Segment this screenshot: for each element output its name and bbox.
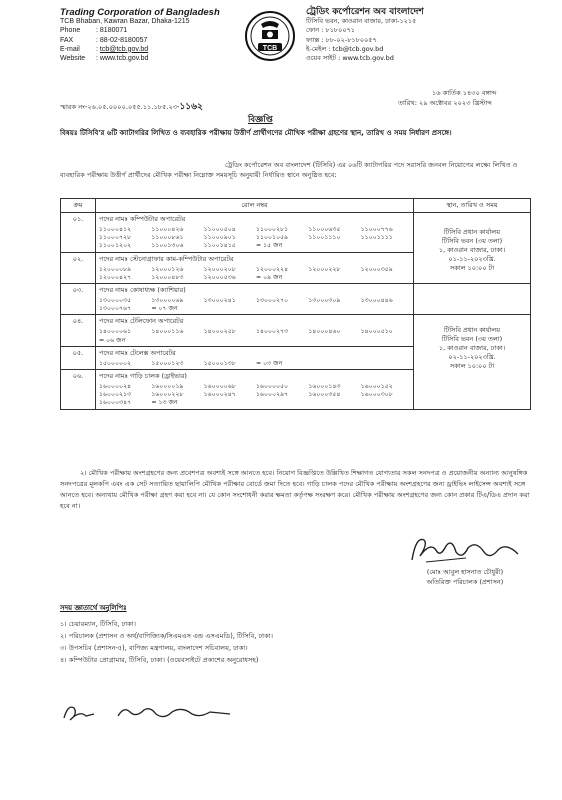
roll-number: ১৪০০০১১৬ [151, 328, 184, 336]
roll-number: ১১০০০৭৭৬ [360, 226, 393, 233]
roll-number: ১৫০০০১৩৮ [203, 359, 236, 367]
roll-number: ১১০০০৭২৮ [99, 234, 132, 242]
roll-number: ১৩০০০২৭০ [255, 297, 289, 305]
roll-number: = ০৬ জন [99, 336, 126, 344]
post-name: পদের নামঃ গাড়ি চালক (ড্রাইভার) [99, 372, 187, 381]
roll-number: ১১০০০৯০১ [203, 234, 236, 242]
cc-item: ৪। কম্পিউটার প্রোগ্রামার, টিসিবি, ঢাকা। (ওয়েবসাইটে প্রকাশের অনুরোধসহ) [60, 656, 259, 664]
roll-number: ১১০০০৫০৪ [203, 226, 236, 233]
website-sep: : [96, 55, 98, 63]
website-row-en [60, 54, 250, 63]
fax-value: 88-02-8180057 [99, 36, 148, 44]
roll-number: = ০৩ জন [255, 359, 283, 367]
roll-list [99, 297, 410, 313]
roll-number: = ১৩ জন [151, 399, 178, 407]
roll-number: ১২০০০১২৬ [151, 265, 184, 273]
instructions-paragraph: ২। মৌখিক পরীক্ষায় অংশগ্রহণের জন্য প্রবেশপত্র অবশ্যই সঙ্গে আনতে হবে। নিয়োগ বিজ্ঞপ্তিতে উল্লিখিত শিক্ষাগত যোগ্যতার সকল সনদপত্র ও প্রয়োজনীয় অন্যান্য আনুষঙ্গিক সনদপত্রের মূলকপি এবং এক সেট সত্যায়িত ছায়ালিপি মৌখিক পরীক্ষার বোর্ডে জমা দিতে হবে। গাড়ি চালক পদের মৌখিক পরীক্ষায় অংশগ্রহণের জন্য ড্রাইভিং লাইসেন্স অবশ্যই সঙ্গে আনতে হবে। অন্যথায় মৌখিক পরীক্ষা গ্রহণ করা হবে না। যে কোন সংশোধনী করার ক্ষমতা কর্তৃপক্ষ সংরক্ষণ করে। মৌখিক পরীক্ষায় অংশগ্রহণের জন্য কোন প্রকার টিএ/ডিএ প্রদান করা হবে না। [60, 469, 530, 510]
header-venue: স্থান, তারিখ ও সময় [414, 199, 531, 213]
roll-number: ১২০০০০৮৯ [99, 265, 132, 273]
roll-list [99, 383, 410, 408]
roll-number: ১৬০০০৩৫৪ [308, 391, 341, 399]
roll-list [99, 328, 410, 344]
roll-number: ১৪০০০০৬১ [99, 328, 132, 336]
roll-list [99, 266, 410, 282]
roll-number: ১৬০০০০৬৮ [203, 383, 236, 391]
venue-empty-cell [414, 284, 531, 315]
row-serial: ০৬. [61, 370, 96, 410]
post-name: পদের নামঃ টেলেক্স অপারেটর [99, 348, 176, 357]
roll-number: ১২০০০২২৮ [308, 265, 341, 273]
signer-block [400, 568, 530, 587]
roll-number: ১৪০০০৪৬০ [308, 328, 341, 336]
roll-number: ১৬০০০৩০৮ [360, 391, 393, 399]
roll-number: ১৩০০০৩০৯ [308, 297, 341, 305]
row-serial: ০৫. [61, 346, 96, 369]
roll-number: ১২০০০২২৪ [255, 265, 289, 273]
header-roll: রোল নম্বর [96, 199, 414, 213]
roll-number: ১১০০০৪১২ [99, 226, 132, 233]
post-name: পদের নামঃ কম্পিউটার অপারেটর [99, 215, 186, 223]
header-bangla [306, 8, 536, 63]
venue-cell-1 [414, 213, 531, 284]
roll-number: ১৬০০০২৪৭ [203, 391, 236, 399]
fax-sep: : [96, 36, 98, 44]
cc-item: ১। চেয়ারম্যান, টিসিবি, ঢাকা। [60, 620, 136, 628]
roll-number: ১১০০১০৫৯ [255, 234, 289, 242]
org-name-en: Trading Corporation of Bangladesh [60, 7, 220, 18]
venue2-line2: টিসিবি ভবন (৩য় তলা) [441, 335, 503, 344]
roll-number: ১১০০০৪২৬ [151, 226, 184, 233]
roll-number: = ১৫ জন [255, 242, 283, 250]
cc-item: ৩। উপসচিব (প্রশাসন-৫), বাণিজ্য মন্ত্রণালয়, বাংলাদেশ সচিবালয়, ঢাকা। [60, 644, 248, 652]
header-serial: ক্রম [61, 199, 96, 213]
table-header-row [61, 199, 531, 213]
row-content [96, 284, 414, 315]
venue1-line4: ০১-১১-২০২৩খ্রি. [448, 255, 496, 263]
roll-number: ১২০০০৪২৭ [99, 273, 132, 281]
post-name: পদের নামঃ কোষাধ্যক্ষ (ক্যাশিয়ার) [99, 286, 186, 295]
roll-number: ১৬০০০২৯৭ [255, 391, 289, 399]
initials-signature [60, 700, 250, 726]
table-row [61, 315, 531, 346]
logo-text: TCB [262, 45, 278, 52]
table-row [61, 284, 531, 315]
roll-number: ১৬০০০৩৪৭ [99, 399, 132, 407]
roll-number: ১১০০১১১১ [360, 234, 393, 242]
fax-bn: ফ্যাক্স : ৮৮-০২-৮১৮০০৫৭ [306, 35, 377, 44]
roll-number: ১২০০০৩৫৯ [360, 265, 393, 273]
subject: বিষয়ঃ টিসিবি'র ৬টি ক্যাটাগরির লিখিত ও ব্যবহারিক পরীক্ষায় উত্তীর্ণ প্রার্থীগণের মৌখিক পরীক্ষা গ্রহণের স্থান, তারিখ ও সময় নির্ধারণ প্রসঙ্গে। [60, 129, 452, 137]
schedule-table [60, 198, 531, 410]
website-value[interactable]: www.tcb.gov.bd [99, 55, 149, 63]
roll-number: ১৬০০০০১৯ [151, 383, 184, 391]
address-bn: টিসিবি ভবন, কাওরান বাজার, ঢাকা-১২১৫ [306, 17, 417, 26]
intro-paragraph: ট্রেডিং কর্পোরেশন অব বাংলাদেশ (টিসিবি) এর ০৬টি ক্যাটাগরির পদে সরাসরি জনবল নিয়োগের লক্ষ্যে লিখিত ও ব্যবহারিক পরীক্ষায় উত্তীর্ণ প্রার্থীদের মৌখিক পরীক্ষা নিম্নোক্ত সময়সূচি অনুযায়ী নির্ধারিত স্থানে অনুষ্ঠিত হবে: [60, 161, 518, 179]
email-row-en [60, 45, 250, 54]
venue2-line3: ১, কাওরান বাজার, ঢাকা। [438, 344, 506, 353]
roll-number: ১১০০১৪১৫ [203, 242, 236, 250]
venue2-line5: সকাল ১০:০০ টা [449, 362, 495, 371]
address-en: TCB Bhaban, Kawran Bazar, Dhaka-1215 [60, 18, 190, 26]
website-bn: ওয়েব সাইট : www.tcb.gov.bd [306, 54, 394, 63]
venue1-line3: ১, কাওরান বাজার, ঢাকা। [438, 246, 506, 254]
phone-row-en [60, 26, 250, 35]
roll-number: ১৬০০০১৫২ [360, 383, 393, 391]
roll-number: ১৬০০০২১৩ [99, 391, 132, 399]
venue-cell-2 [414, 315, 531, 409]
memo-serial: ১১৬২ [179, 102, 203, 112]
phone-value: 8180071 [99, 27, 128, 35]
cc-list [60, 618, 530, 666]
row-content [96, 252, 414, 283]
row-serial: ০৩. [61, 284, 96, 315]
date-block [398, 88, 497, 108]
memo-number: স্মারক নং-২৬.০৫.০০০০.০৫৫.১১.১৮৫.২৩- [60, 103, 180, 111]
roll-number: ১৩০০০৪৪৬ [360, 297, 393, 305]
roll-number: ১৩০০০২৪১ [203, 297, 236, 305]
roll-number: ১২০০০৪৮৩ [151, 273, 184, 281]
roll-number: ১৪০০০২৫৮ [203, 328, 236, 336]
roll-list [99, 226, 410, 251]
roll-number: ১৪০০০২৭৩ [255, 328, 289, 336]
row-serial: ০১. [61, 213, 96, 253]
email-bn: ই-মেইল : tcb@tcb.gov.bd [306, 44, 384, 53]
roll-number: = ০৯ জন [255, 273, 283, 281]
roll-number: ১১০০০৮৬১ [151, 234, 184, 242]
org-name-bn: ট্রেডিং কর্পোরেশন অব বাংলাদেশ [306, 7, 424, 17]
roll-number: ১২০০০৫৩৬ [203, 273, 236, 281]
fax-label: FAX [60, 36, 74, 44]
memo-reference [60, 99, 203, 114]
venue1-line1: টিসিবি প্রধান কার্যালয় [443, 228, 501, 236]
post-name: পদের নামঃ টেলিফোন অপারেটর [99, 317, 184, 326]
venue1-line5: সকাল ১০:০০ টা [449, 264, 495, 272]
roll-number: ১৬০০০১৪৩ [308, 383, 341, 391]
row-content [96, 213, 414, 253]
roll-list [99, 360, 410, 368]
fax-row-en [60, 36, 250, 45]
roll-number: ১১০০১১১০ [308, 234, 341, 242]
roll-number: ১৬০০০০৫০ [255, 383, 289, 391]
roll-number: ১৫০০০০০২ [99, 359, 132, 367]
roll-number: ১১০০১৩০৬ [151, 242, 184, 250]
roll-number: = ০৭ জন [151, 305, 178, 313]
venue2-line1: টিসিবি প্রধান কার্যালয় [443, 326, 501, 335]
tcb-logo [244, 10, 296, 62]
phone-label: Phone [60, 27, 81, 35]
roll-number: ১১০০০৬৩৫ [308, 226, 341, 233]
cc-item: ২। পরিচালক (প্রশাসন ও অর্থ/বাণিজ্যিক/সিএমএস এন্ড এসএমডি), টিসিবি, ঢাকা। [60, 632, 273, 640]
header-english [60, 8, 250, 63]
signer-title: অতিরিক্ত পরিচালক (প্রশাসন) [426, 577, 504, 586]
signature-image [406, 530, 526, 570]
roll-number: ১১০০১২০২ [99, 242, 132, 250]
roll-number: ১৫০০০১২৩ [151, 359, 184, 367]
row-content [96, 370, 414, 410]
post-name: পদের নামঃ স্টেনোগ্রাফার কাম-কম্পিউটার অপারেটর [99, 254, 234, 263]
email-sep: : [96, 45, 98, 53]
roll-number: ১৩০০০০৩৫ [99, 297, 132, 305]
website-label: Website [60, 55, 86, 63]
phone-bn: ফোন : ৮১৮০০৭১ [306, 26, 356, 35]
venue2-line4: ০২-১১-২০২৩খ্রি. [448, 353, 496, 362]
roll-number: ১৬০০০২২৮ [151, 391, 184, 399]
table-row [61, 213, 531, 253]
roll-number: ১১০০০২৮১ [255, 226, 289, 233]
roll-number: ১৩০০০০৬৯ [151, 297, 184, 305]
signer-name: (মোঃ আবুল হাসনাত চৌধুরী) [426, 568, 504, 576]
email-value[interactable]: tcb@tcb.gov.bd [99, 45, 149, 53]
date-label: তারিখ: [398, 99, 417, 107]
date-english-row [398, 98, 497, 108]
row-serial: ০২. [61, 252, 96, 283]
email-label: E-mail [60, 45, 80, 53]
date-bangla: ১৬ কার্তিক ১৪৩০ বঙ্গাব্দ [432, 89, 497, 97]
cc-title: সদয় জ্ঞাতার্থে অনুলিপিঃ [60, 604, 127, 612]
date-english: ২৯ অক্টোবর ২০২৩ খ্রিস্টাব্দ [419, 99, 492, 107]
roll-number: ১৩০০০৭৬৭ [99, 305, 132, 313]
roll-number: ১৬০০০০২৪ [99, 383, 132, 391]
notice-title: বিজ্ঞপ্তি [248, 115, 273, 125]
roll-number: ১৪০০০৫১০ [360, 328, 393, 336]
row-content [96, 315, 414, 346]
row-serial: ০৪. [61, 315, 96, 346]
roll-number: ১২০০০২০৮ [203, 265, 236, 273]
venue1-line2: টিসিবি ভবন (৩য় তলা) [441, 237, 503, 245]
phone-sep: : [96, 27, 98, 35]
row-content [96, 346, 414, 369]
